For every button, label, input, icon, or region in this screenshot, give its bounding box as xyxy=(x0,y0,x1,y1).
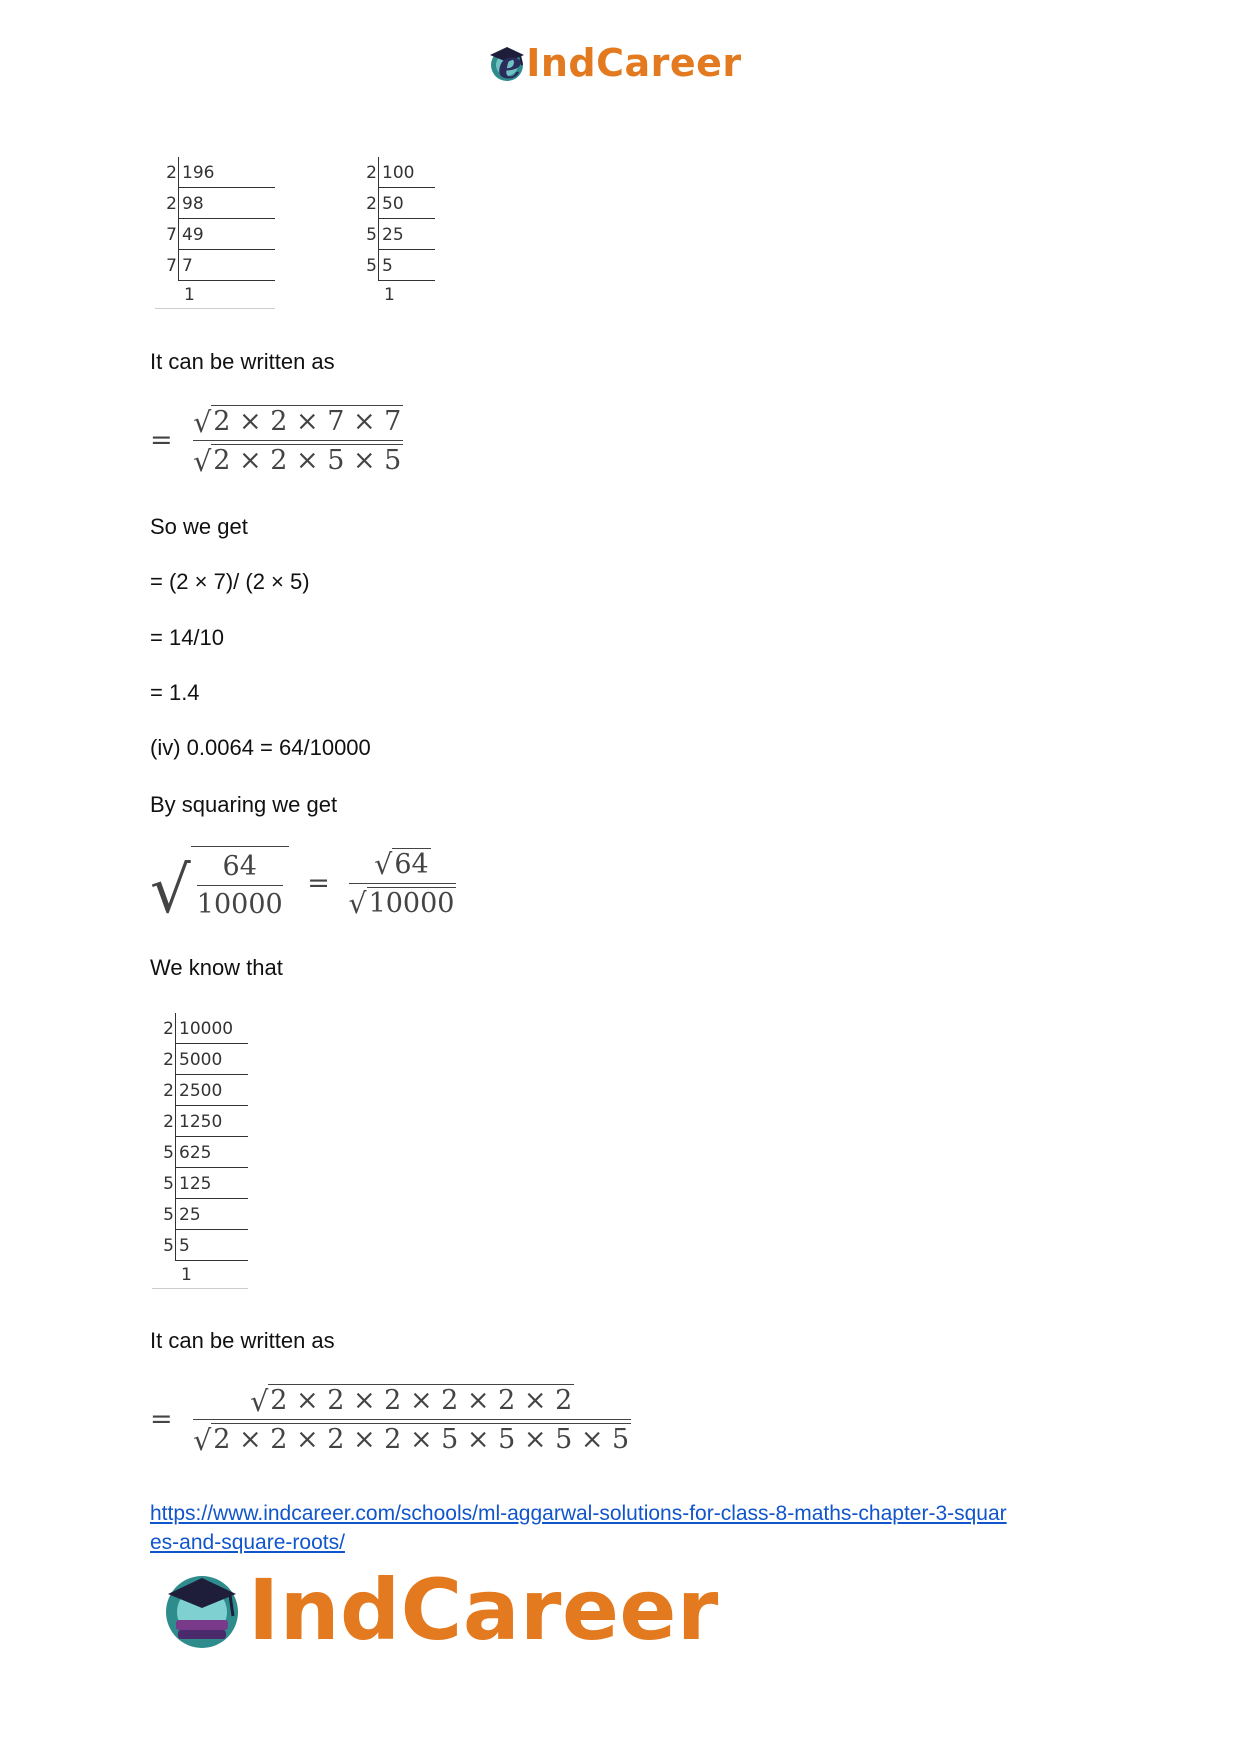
division-row: 2 98 xyxy=(155,188,275,219)
paragraph-written-as-2: It can be written as xyxy=(150,1328,335,1353)
sqrt-denominator: √ 2 × 2 × 2 × 2 × 5 × 5 × 5 × 5 xyxy=(193,1423,630,1457)
paragraph-we-know: We know that xyxy=(150,955,283,980)
division-row: 2 10000 xyxy=(152,1013,248,1044)
logo-text: IndCareer xyxy=(526,40,742,85)
division-row: 5 25 xyxy=(355,219,435,250)
header-logo[interactable] xyxy=(486,40,742,85)
equation-sqrt-ratio-2 xyxy=(150,1384,631,1455)
fraction xyxy=(349,848,457,919)
source-link-line-2[interactable]: es-and-square-roots/ xyxy=(150,1531,345,1554)
fraction xyxy=(193,405,403,476)
equation-sqrt-64-over-10000 xyxy=(150,846,456,928)
step-1: = (2 × 7)/ (2 × 5) xyxy=(150,569,310,594)
division-row: 2 50 xyxy=(355,188,435,219)
footer-logo[interactable] xyxy=(160,1561,719,1659)
paragraph-so-we-get: So we get xyxy=(150,514,248,539)
division-remainder: 1 xyxy=(155,281,275,309)
source-link[interactable] xyxy=(150,1499,1110,1557)
division-row: 2 5000 xyxy=(152,1044,248,1075)
division-row: 5 5 xyxy=(152,1230,248,1261)
sqrt-denominator: √ 2 × 2 × 5 × 5 xyxy=(193,444,402,478)
division-row: 5 125 xyxy=(152,1168,248,1199)
fraction xyxy=(193,1384,631,1455)
equation-sqrt-ratio-1 xyxy=(150,405,403,476)
sqrt-numerator: √ 64 xyxy=(374,848,429,882)
graduation-cap-books-icon xyxy=(160,1568,244,1652)
division-row: 2 2500 xyxy=(152,1075,248,1106)
division-row: 5 625 xyxy=(152,1137,248,1168)
logo-e: e xyxy=(498,42,523,87)
division-row: 7 7 xyxy=(155,250,275,281)
division-table-196 xyxy=(155,157,275,309)
division-table-100 xyxy=(355,157,435,309)
sqrt-denominator: √ 10000 xyxy=(348,887,455,921)
division-table-10000 xyxy=(152,1013,248,1289)
footer-logo-text: IndCareer xyxy=(248,1561,719,1659)
division-row: 5 25 xyxy=(152,1199,248,1230)
sqrt-numerator: √ 2 × 2 × 7 × 7 xyxy=(193,405,402,439)
part-iv-heading: (iv) 0.0064 = 64/10000 xyxy=(150,735,371,760)
equals-sign: = xyxy=(150,1404,173,1436)
paragraph-written-as: It can be written as xyxy=(150,349,335,374)
division-row: 2 1250 xyxy=(152,1106,248,1137)
division-row: 2 100 xyxy=(355,157,435,188)
step-2: = 14/10 xyxy=(150,625,225,650)
division-row: 5 5 xyxy=(355,250,435,281)
equals-sign: = xyxy=(150,425,173,457)
source-link-line-1[interactable]: https://www.indcareer.com/schools/ml-aggarwal-solutions-for-class-8-maths-chapter-3-squar xyxy=(150,1502,1007,1525)
sqrt-of-fraction: √ $\frac{64}{10000}$ xyxy=(150,846,289,920)
fraction: $\frac{64}{10000}$ xyxy=(196,851,283,921)
division-row: 7 49 xyxy=(155,219,275,250)
equals-sign: = xyxy=(307,867,330,899)
division-remainder: 1 xyxy=(152,1261,248,1289)
sqrt-numerator: √ 2 × 2 × 2 × 2 × 2 × 2 xyxy=(250,1384,573,1418)
paragraph-by-squaring: By squaring we get xyxy=(150,792,338,817)
division-row: 2 196 xyxy=(155,157,275,188)
division-remainder: 1 xyxy=(384,285,395,305)
step-3: = 1.4 xyxy=(150,680,200,705)
